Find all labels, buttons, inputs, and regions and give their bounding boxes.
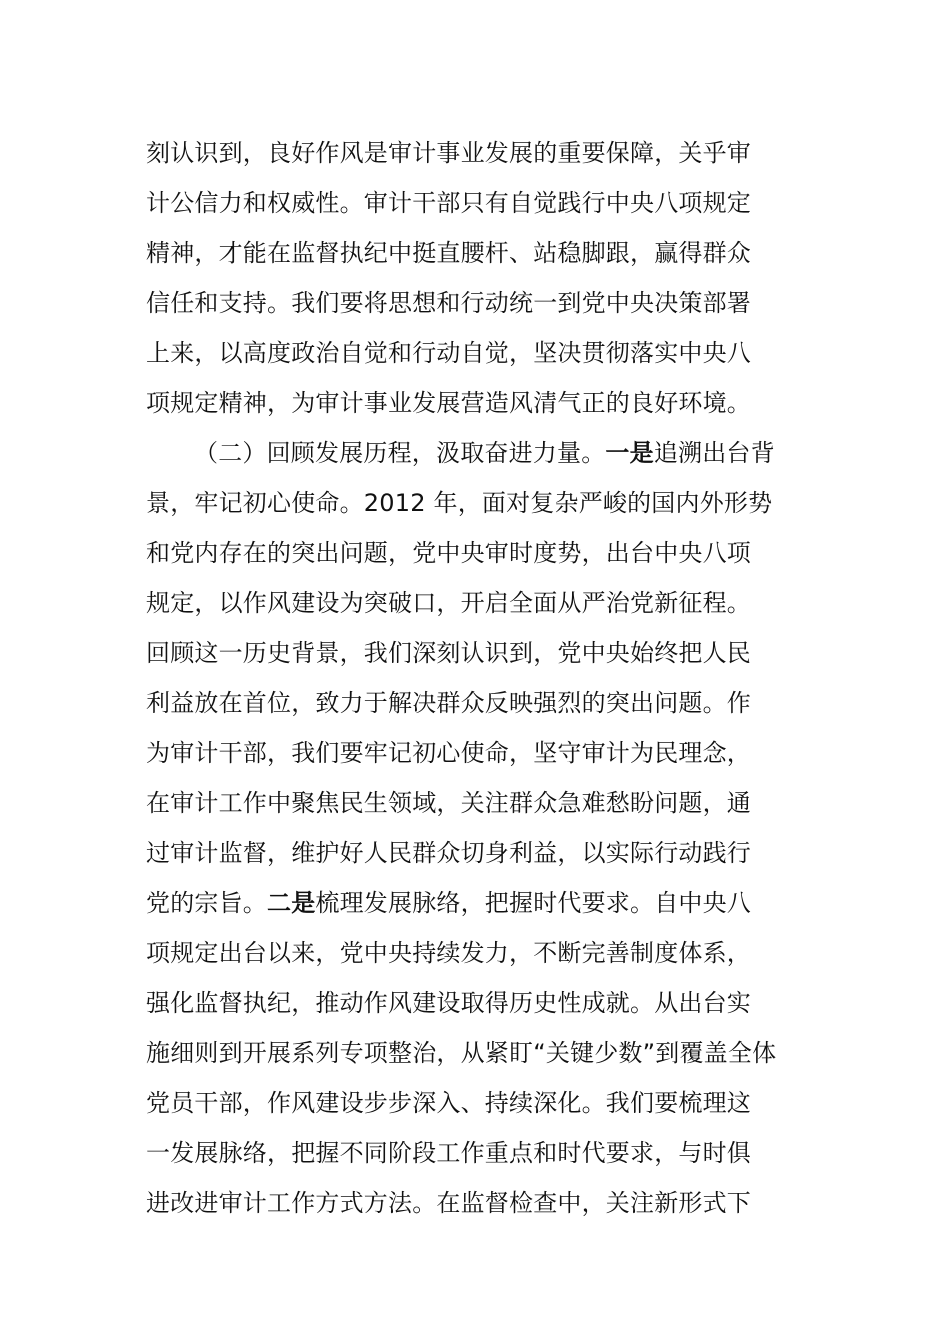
text-line: 党员干部，作风建设步步深入、持续深化。我们要梳理这 bbox=[146, 1089, 751, 1117]
text-line: 过审计监督，维护好人民群众切身利益，以实际行动践行 bbox=[146, 839, 751, 867]
point-two-marker: 二是 bbox=[267, 889, 316, 917]
text-line: 规定，以作风建设为突破口，开启全面从严治党新征程。 bbox=[146, 589, 751, 617]
text-run: 梳理发展脉络，把握时代要求。自中央八 bbox=[315, 889, 752, 917]
text-line: 强化监督执纪，推动作风建设取得历史性成就。从出台实 bbox=[146, 989, 751, 1017]
text-line: 景，牢记初心使命。2012 年，面对复杂严峻的国内外形势 bbox=[146, 489, 773, 517]
text-line: 回顾这一历史背景，我们深刻认识到，党中央始终把人民 bbox=[146, 639, 751, 667]
text-line: 一发展脉络，把握不同阶段工作重点和时代要求，与时俱 bbox=[146, 1139, 751, 1167]
text-line bbox=[146, 878, 806, 928]
document-body bbox=[146, 128, 806, 1228]
section-heading-line bbox=[146, 428, 806, 478]
text-run: 党的宗旨。 bbox=[146, 889, 267, 917]
text-line: 利益放在首位，致力于解决群众反映强烈的突出问题。作 bbox=[146, 689, 751, 717]
text-line: 施细则到开展系列专项整治，从紧盯“关键少数”到覆盖全体 bbox=[146, 1039, 777, 1067]
text-line: 信任和支持。我们要将思想和行动统一到党中央决策部署 bbox=[146, 289, 751, 317]
text-line: 和党内存在的突出问题，党中央审时度势，出台中央八项 bbox=[146, 539, 751, 567]
text-line: 在审计工作中聚焦民生领域，关注群众急难愁盼问题，通 bbox=[146, 789, 751, 817]
text-line: 上来，以高度政治自觉和行动自觉，坚决贯彻落实中央八 bbox=[146, 339, 751, 367]
text-line: 项规定出台以来，党中央持续发力，不断完善制度体系， bbox=[146, 939, 751, 967]
text-line: 精神，才能在监督执纪中挺直腰杆、站稳脚跟，赢得群众 bbox=[146, 239, 751, 267]
text-line: 刻认识到，良好作风是审计事业发展的重要保障，关乎审 bbox=[146, 139, 751, 167]
section-heading: （二）回顾发展历程，汲取奋进力量。 bbox=[194, 439, 606, 467]
text-line: 进改进审计工作方式方法。在监督检查中，关注新形式下 bbox=[146, 1189, 751, 1217]
text-line: 计公信力和权威性。审计干部只有自觉践行中央八项规定 bbox=[146, 189, 751, 217]
text-line: 项规定精神，为审计事业发展营造风清气正的良好环境。 bbox=[146, 389, 751, 417]
text-run: 追溯出台背 bbox=[653, 439, 775, 467]
point-one-marker: 一是 bbox=[605, 439, 654, 467]
text-line: 为审计干部，我们要牢记初心使命，坚守审计为民理念， bbox=[146, 739, 751, 767]
